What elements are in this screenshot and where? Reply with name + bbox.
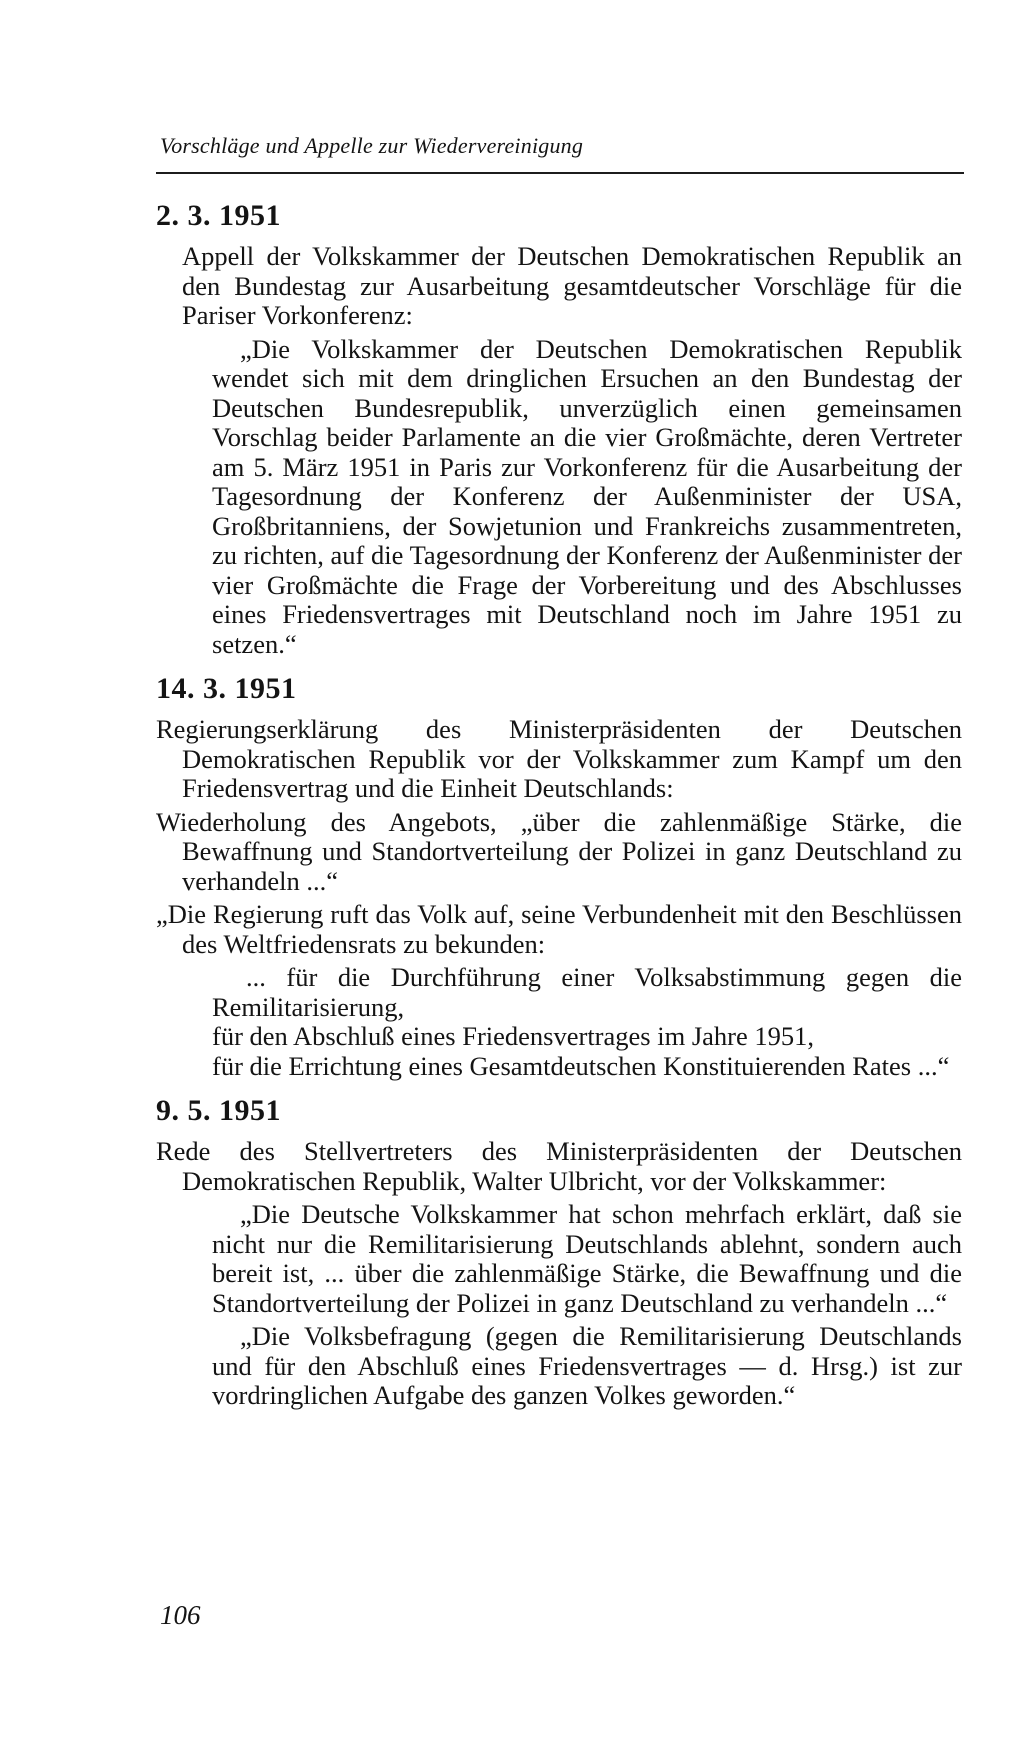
entry-list	[156, 963, 962, 1081]
page-number: 106	[160, 1600, 201, 1630]
list-item: für die Errichtung eines Gesamtdeutschen Konstituierenden Rates ...“	[212, 1050, 950, 1081]
entry-summary: Regierungserklärung des Ministerpräsidenten der Deutschen Demokratischen Republik vor der Volkskammer zum Kampf um den Friedensvertrag und die Einheit Deutschlands:	[156, 714, 962, 803]
entry-date: 2. 3. 1951	[156, 199, 281, 232]
entry-quote: „Die Deutsche Volkskammer hat schon mehrfach erklärt, daß sie nicht nur die Remilitarisierung Deutschlands ablehnt, sondern auch bereit ist, ... über die zahlenmäßige Stärke, die Bewaffnung und die Standortverteilung der Polizei in ganz Deutschland zu verhandeln ...“	[212, 1199, 962, 1318]
running-head: Vorschläge und Appelle zur Wiedervereinigung	[160, 133, 584, 158]
entry-1951-03-14	[156, 669, 962, 1081]
entry-paragraph: Wiederholung des Angebots, „über die zahlenmäßige Stärke, die Bewaffnung und Standortverteilung der Polizei in ganz Deutschland zu verhandeln ...“	[156, 806, 962, 896]
header-rule	[156, 172, 964, 174]
entry-date: 14. 3. 1951	[156, 672, 297, 705]
entry-summary: Appell der Volkskammer der Deutschen Demokratischen Republik an den Bundestag zur Ausarbeitung gesamtdeutscher Vorschläge für die Pariser Vorkonferenz:	[182, 241, 962, 330]
list-item: für den Abschluß eines Friedensvertrages im Jahre 1951,	[212, 1021, 814, 1051]
page-body	[156, 196, 962, 1415]
entry-1951-03-02	[156, 196, 962, 659]
entry-summary: Rede des Stellvertreters des Ministerpräsidenten der Deutschen Demokratischen Republik, Walter Ulbricht, vor der Volkskammer:	[156, 1136, 962, 1196]
entry-paragraph: „Die Regierung ruft das Volk auf, seine Verbundenheit mit den Beschlüssen des Weltfriedensrats zu bekunden:	[156, 899, 962, 959]
entry-date: 9. 5. 1951	[156, 1094, 281, 1127]
list-item: ... für die Durchführung einer Volksabstimmung gegen die Remilitarisierung,	[212, 962, 962, 1022]
entry-quote: „Die Volkskammer der Deutschen Demokratischen Republik wendet sich mit dem dringlichen Ersuchen an den Bundestag der Deutschen Bundesrepublik, unverzüglich einen gemeinsamen Vorschlag beider Parlamente an die vier Großmächte, deren Vertreter am 5. März 1951 in Paris zur Vorkonferenz für die Ausarbeitung der Tagesordnung der Konferenz der Außenminister der USA, Großbritanniens, der Sowjetunion und Frankreichs zusammentreten, zu richten, auf die Tagesordnung der Konferenz der Außenminister der vier Großmächte die Frage der Vorbereitung und des Abschlusses eines Friedensvertrages mit Deutschland noch im Jahre 1951 zu setzen.“	[212, 333, 962, 659]
entry-quote: „Die Volksbefragung (gegen die Remilitarisierung Deutschlands und für den Abschluß eines Friedensvertrages — d. Hrsg.) ist zur vordringlichen Aufgabe des ganzen Volkes geworden.“	[212, 1321, 962, 1410]
entry-1951-05-09	[156, 1091, 962, 1411]
